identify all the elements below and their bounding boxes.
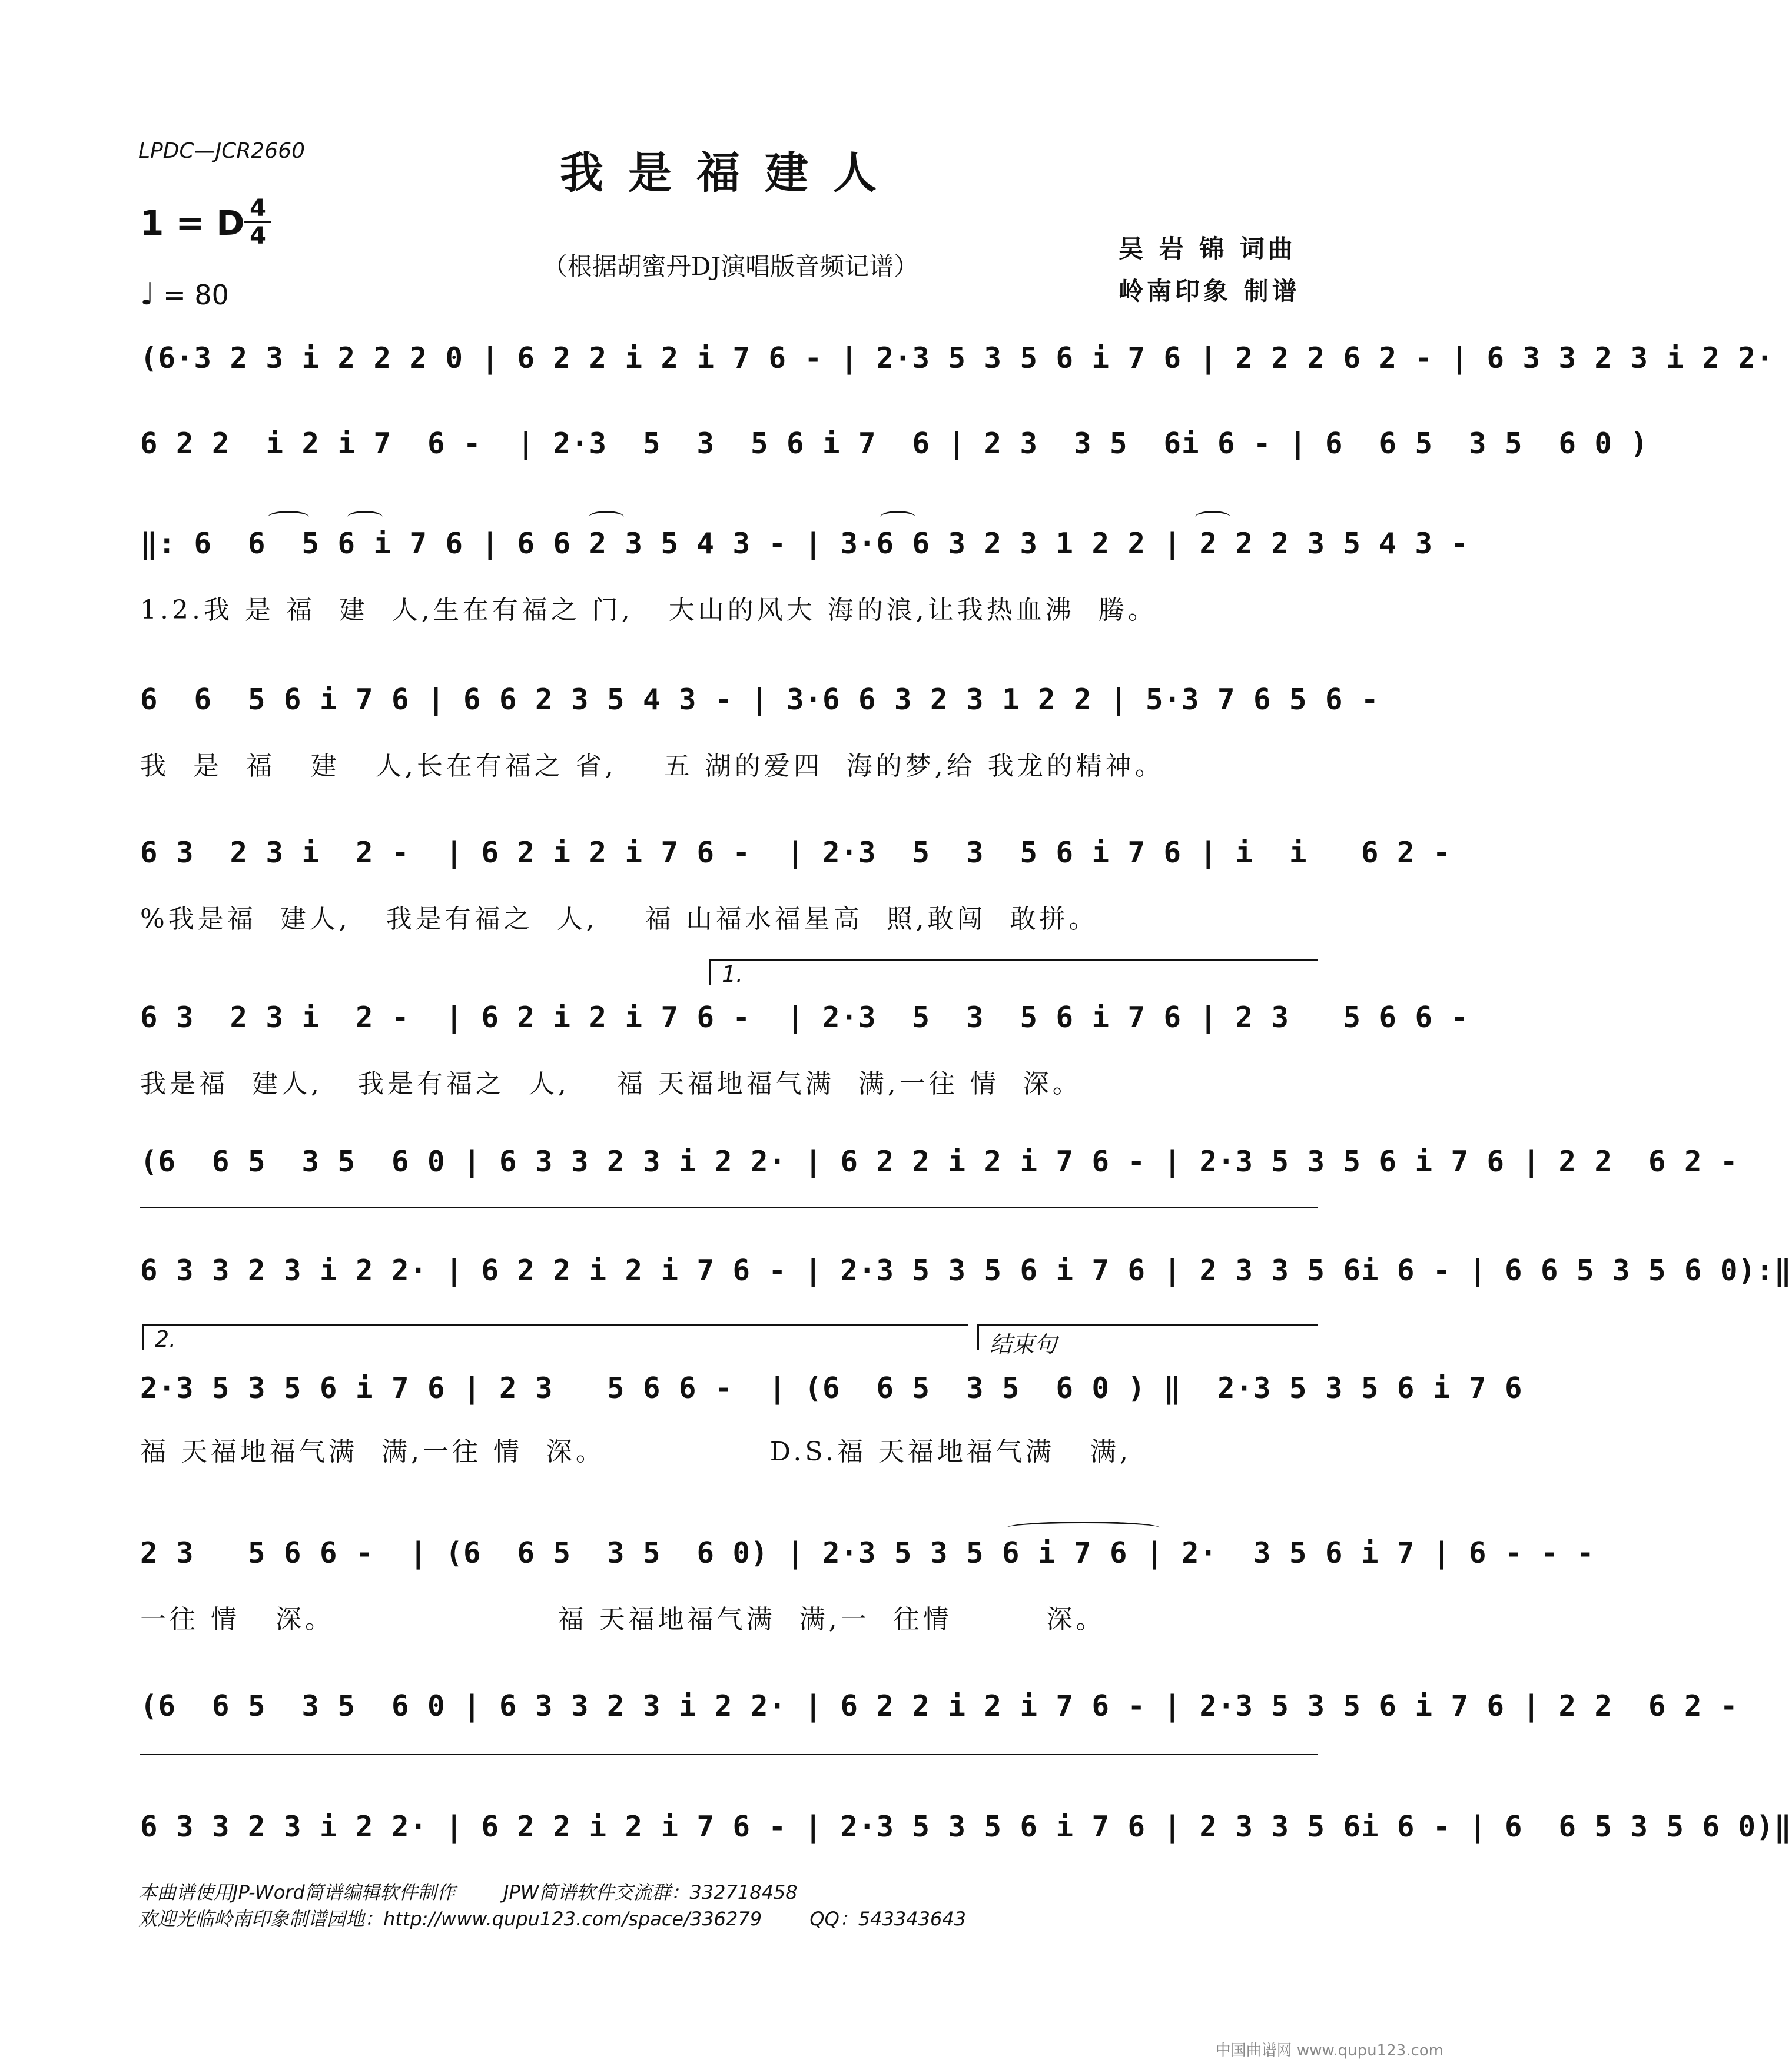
notation-row-10: 2 3 5 6 6 - | (6 6 5 3 5 6 0) | 2·3 5 3 5 6 i 7 6 | 2· 3 5 6 i 7 | 6 - - - [140,1536,1595,1570]
slur-arc [1195,511,1230,523]
slur-arc [880,511,915,523]
notation-row-1: (6·3 2 3 i 2 2 2 0 | 6 2 2 i 2 i 7 6 - | 2·3 5 3 5 6 i 7 6 | 2 2 2 6 2 - | 6 3 3 2 3 i 2 2· [140,341,1774,375]
credit-score-maker: 岭南印象 制谱 [1119,277,1300,305]
footer-line-1: 本曲谱使用JP-Word简谱编辑软件制作 JPW简谱软件交流群：332718458 [138,1881,798,1904]
notation-row-3: ‖: 6 6 5 6 i 7 6 | 6 6 2 3 5 4 3 - | 3·6 6 3 2 3 1 2 2 | 2 2 2 3 5 4 3 - [140,527,1469,560]
notation-row-7: (6 6 5 3 5 6 0 | 6 3 3 2 3 i 2 2· | 6 2 2 i 2 i 7 6 - | 2·3 5 3 5 6 i 7 6 | 2 2 6 2 - [140,1145,1738,1178]
notation-row-4: 6 6 5 6 i 7 6 | 6 6 2 3 5 4 3 - | 3·6 6 3 2 3 1 2 2 | 5·3 7 6 5 6 - [140,683,1379,716]
time-signature-top: 4 [250,195,266,222]
system-line [140,1754,1318,1755]
lyric-row-10: 一往 情 深。 福 天福地福气满 满,一 往情 深。 [140,1605,1106,1635]
tempo-value: = 80 [163,279,229,311]
lyric-row-3: 1.2.我 是 福 建 人,生在有福之 门, 大山的风大 海的浪,让我热血沸 腾。 [140,595,1157,625]
slur-arc [268,511,309,523]
second-ending-label: 2. [155,1326,177,1352]
notation-row-12: 6 3 3 2 3 i 2 2· | 6 2 2 i 2 i 7 6 - | 2·3 5 3 5 6 i 7 6 | 2 3 3 5 6i 6 - | 6 6 5 3 5 6 0)‖ [140,1810,1792,1844]
second-ending-bracket [142,1324,968,1350]
first-ending-label: 1. [722,961,744,987]
notation-row-6: 6 3 2 3 i 2 - | 6 2 i 2 i 7 6 - | 2·3 5 3 5 6 i 7 6 | 2 3 5 6 6 - [140,1001,1469,1034]
quarter-note-icon: ♩ [140,277,155,312]
lyric-row-4: 我 是 福 建 人,长在有福之 省, 五 湖的爱四 海的梦,给 我龙的精神。 [140,751,1164,781]
lyric-row-6: 我是福 建人, 我是有福之 人, 福 天福地福气满 满,一往 情 深。 [140,1069,1082,1099]
subtitle: （根据胡蜜丹DJ演唱版音频记谱） [542,252,919,281]
site-watermark: 中国曲谱网 www.qupu123.com [1215,2042,1443,2060]
lyric-row-9: 福 天福地福气满 满,一往 情 深。 D.S.福 天福地福气满 满, [140,1437,1131,1467]
slur-arc [589,511,624,523]
coda-bracket [977,1324,1318,1357]
system-line [140,1207,1318,1208]
slur-arc [347,511,383,523]
notation-row-8: 6 3 3 2 3 i 2 2· | 6 2 2 i 2 i 7 6 - | 2·3 5 3 5 6 i 7 6 | 2 3 3 5 6i 6 - | 6 6 5 3 5 6 0):‖ [140,1254,1792,1287]
footer-line-2: 欢迎光临岭南印象制谱园地：http://www.qupu123.com/space/336279 QQ：543343643 [138,1908,967,1930]
key-signature: 1 = D [140,203,245,243]
slur-arc [1007,1522,1160,1534]
notation-row-2: 6 2 2 i 2 i 7 6 - | 2·3 5 3 5 6 i 7 6 | 2 3 3 5 6i 6 - | 6 6 5 3 5 6 0 ) [140,427,1649,460]
notation-row-11: (6 6 5 3 5 6 0 | 6 3 3 2 3 i 2 2· | 6 2 2 i 2 i 7 6 - | 2·3 5 3 5 6 i 7 6 | 2 2 6 2 - [140,1689,1738,1723]
score-code: LPDC—JCR2660 [138,139,306,163]
first-ending-bracket [709,959,1318,985]
coda-label: 结束句 [990,1331,1057,1357]
notation-row-5: 6 3 2 3 i 2 - | 6 2 i 2 i 7 6 - | 2·3 5 3 5 6 i 7 6 | i i 6 2 - [140,836,1451,869]
notation-row-9: 2·3 5 3 5 6 i 7 6 | 2 3 5 6 6 - | (6 6 5 3 5 6 0 ) ‖ 2·3 5 3 5 6 i 7 6 [140,1371,1523,1405]
lyric-row-5: %我是福 建人, 我是有福之 人, 福 山福水福星高 照,敢闯 敢拼。 [140,904,1099,934]
time-signature [244,197,271,248]
song-title: 我是福建人 [560,148,901,198]
credit-lyrics-music: 吴 岩 锦 词曲 [1119,234,1296,263]
time-signature-bottom: 4 [250,222,266,250]
